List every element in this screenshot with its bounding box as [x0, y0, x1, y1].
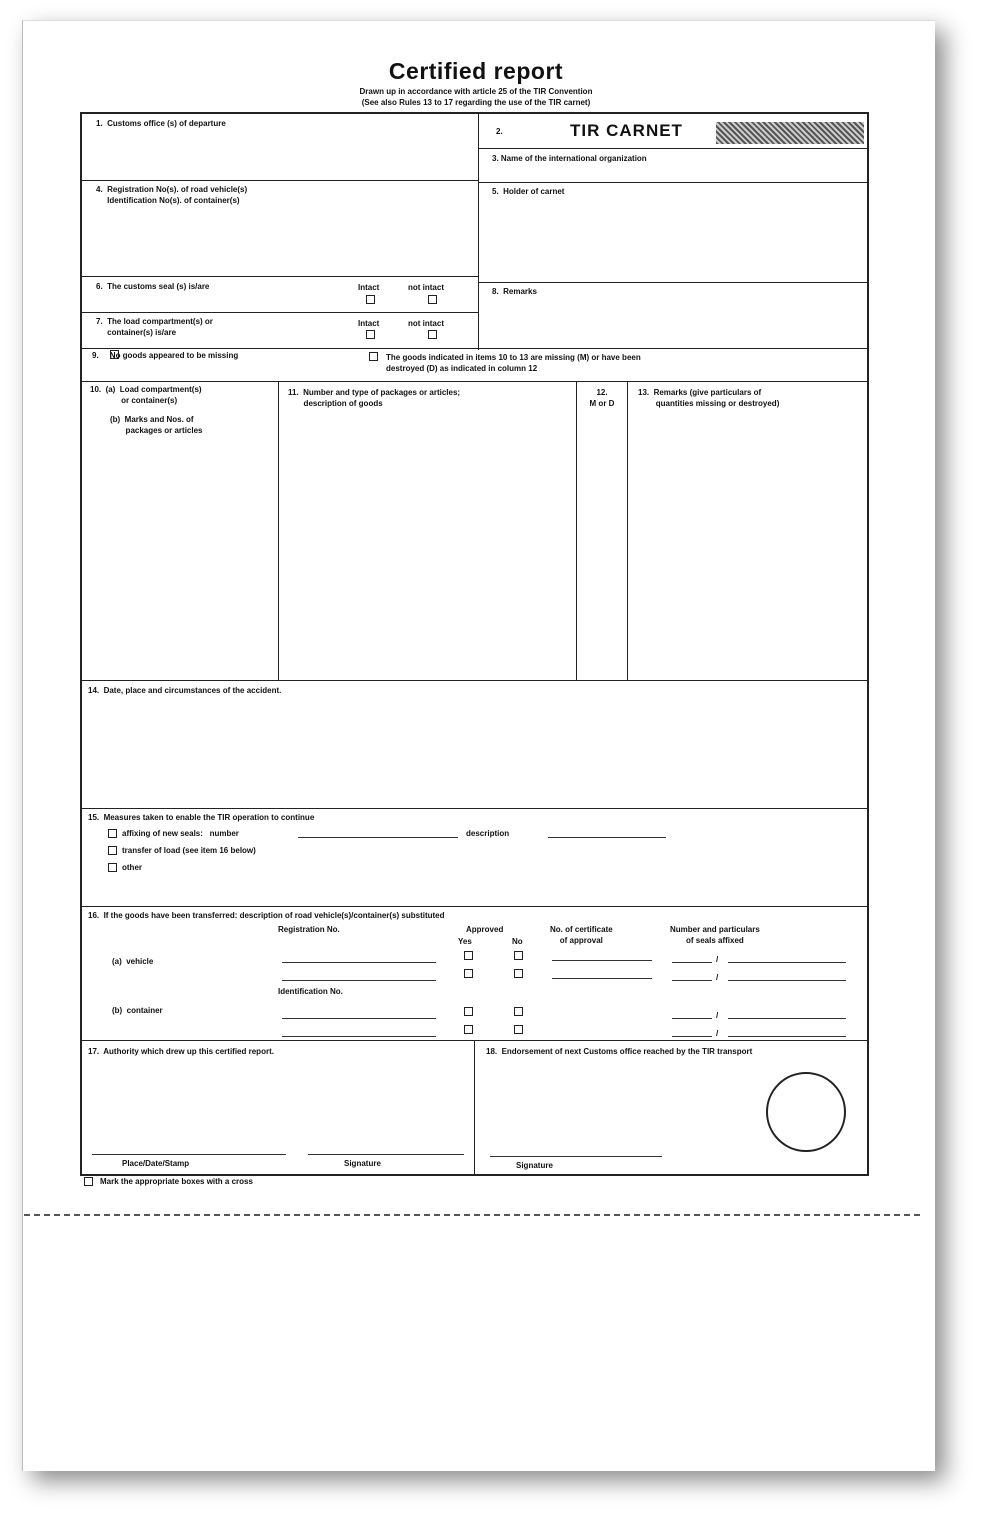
container-seal-count-2[interactable] [672, 1036, 712, 1037]
customs-stamp-circle [766, 1072, 846, 1152]
field-4-input[interactable] [81, 210, 477, 274]
vehicle-seal-particulars-2[interactable] [728, 980, 846, 981]
field-5-input[interactable] [479, 200, 867, 280]
tear-off-line [24, 1214, 920, 1216]
vehicle-seal-particulars-1[interactable] [728, 962, 846, 963]
vehicle-slash-2: / [716, 973, 719, 982]
seal-not-intact-label: not intact [408, 283, 444, 292]
divider-after-15 [81, 906, 868, 907]
place-date-stamp-input[interactable] [92, 1154, 286, 1155]
field-7-label: 7. The load compartment(s) or container(s) is/are [96, 317, 213, 337]
field-13-input[interactable] [629, 412, 867, 678]
affix-seals-checkbox[interactable] [108, 829, 117, 838]
subtitle-rules: (See also Rules 13 to 17 regarding the use of the TIR carnet) [361, 98, 591, 107]
vehicle-approved-yes-1[interactable] [464, 951, 473, 960]
load-intact-checkbox[interactable] [366, 330, 375, 339]
field-18-label: 18. Endorsement of next Customs office reached by the TIR transport [486, 1047, 753, 1056]
vehicle-reg-input-2[interactable] [282, 980, 436, 981]
authority-signature-input[interactable] [308, 1154, 464, 1155]
tir-carnet-heading: TIR CARNET [570, 121, 683, 140]
vehicle-cert-input-1[interactable] [552, 960, 652, 961]
field-14-label: 14. Date, place and circumstances of the accident. [88, 686, 282, 695]
seal-number-input[interactable] [298, 837, 458, 838]
container-seal-count-1[interactable] [672, 1018, 712, 1019]
field-8-input[interactable] [479, 300, 867, 346]
divider-after-14 [81, 808, 868, 809]
approved-no-header: No [512, 937, 523, 946]
field-9-no-missing-label: 9. No goods appeared to be missing [92, 351, 239, 360]
subtitle-convention: Drawn up in accordance with article 25 of the TIR Convention [359, 87, 593, 96]
container-approved-yes-1[interactable] [464, 1007, 473, 1016]
vehicle-row-label: (a) vehicle [112, 957, 154, 966]
container-seal-particulars-2[interactable] [728, 1036, 846, 1037]
container-approved-no-2[interactable] [514, 1025, 523, 1034]
field-15-label: 15. Measures taken to enable the TIR operation to continue [88, 813, 315, 822]
container-row-label: (b) container [112, 1006, 163, 1015]
field-2-label: 2. [496, 127, 503, 136]
field-12-input[interactable] [578, 412, 626, 678]
vehicle-seal-count-1[interactable] [672, 962, 712, 963]
container-slash-2: / [716, 1029, 719, 1038]
other-measure-checkbox[interactable] [108, 863, 117, 872]
container-approved-no-1[interactable] [514, 1007, 523, 1016]
seal-not-intact-checkbox[interactable] [428, 295, 437, 304]
divider-after-7-8 [81, 348, 868, 349]
field-3-label: 3. Name of the international organization [492, 154, 647, 163]
affix-seals-label: affixing of new seals: number [122, 829, 239, 838]
divider-col-12-13 [627, 382, 628, 680]
container-id-input-1[interactable] [282, 1018, 436, 1019]
vehicle-slash-1: / [716, 955, 719, 964]
divider-after-5 [478, 282, 868, 283]
load-intact-label: Intact [358, 319, 380, 328]
field-13-label: 13. Remarks (give particulars of quantities missing or destroyed) [638, 388, 780, 408]
seal-intact-label: Intact [358, 283, 380, 292]
place-date-stamp-label: Place/Date/Stamp [122, 1159, 190, 1168]
container-slash-1: / [716, 1011, 719, 1020]
divider-after-1 [81, 180, 478, 181]
field-9-missing-label: The goods indicated in items 10 to 13 are missing (M) or have been destroyed (D) as indicated in column 12 [386, 353, 641, 373]
divider-col-17-18 [474, 1041, 475, 1175]
field-17-label: 17. Authority which drew up this certified report. [88, 1047, 274, 1056]
divider-col-11-12 [576, 382, 577, 680]
field-1-label: 1. Customs office (s) of departure [96, 119, 226, 128]
endorsement-signature-input[interactable] [490, 1156, 662, 1157]
field-11-label: 11. Number and type of packages or articles; description of goods [288, 388, 461, 408]
vehicle-approved-no-2[interactable] [514, 969, 523, 978]
field-10b-label: (b) Marks and Nos. of packages or articles [110, 415, 203, 435]
vehicle-reg-input-1[interactable] [282, 962, 436, 963]
divider-after-2 [478, 148, 868, 149]
approved-yes-header: Yes [458, 937, 472, 946]
page-title: Certified report [388, 58, 564, 84]
seal-description-input[interactable] [548, 837, 666, 838]
seal-intact-checkbox[interactable] [366, 295, 375, 304]
identification-no-header: Identification No. [278, 987, 343, 996]
load-not-intact-checkbox[interactable] [428, 330, 437, 339]
authority-signature-label: Signature [344, 1159, 381, 1168]
divider-after-13 [81, 680, 868, 681]
vehicle-cert-input-2[interactable] [552, 978, 652, 979]
divider-after-9 [81, 381, 868, 382]
vehicle-seal-count-2[interactable] [672, 980, 712, 981]
no-goods-missing-checkbox[interactable] [110, 350, 119, 359]
field-4-label: 4. Registration No(s). of road vehicle(s) Identification No(s). of container(s) [96, 185, 248, 205]
endorsement-signature-label: Signature [516, 1161, 553, 1170]
certificate-no-header: No. of certificate of approval [550, 925, 613, 945]
seals-affixed-header: Number and particulars of seals affixed [670, 925, 760, 945]
seal-description-label: description [466, 829, 510, 838]
vehicle-approved-yes-2[interactable] [464, 969, 473, 978]
divider-col-10-11 [278, 382, 279, 680]
field-16-label: 16. If the goods have been transferred: description of road vehicle(s)/container(s) substituted [88, 911, 445, 920]
field-6-label: 6. The customs seal (s) is/are [96, 282, 210, 291]
container-approved-yes-2[interactable] [464, 1025, 473, 1034]
approved-header: Approved [466, 925, 504, 934]
registration-no-header: Registration No. [278, 925, 340, 934]
field-8-label: 8. Remarks [492, 287, 537, 296]
field-10a-label: 10. (a) Load compartment(s) or container(s) [90, 385, 202, 405]
divider-after-6 [81, 312, 478, 313]
carnet-number-stamp [716, 122, 864, 144]
field-12-label: 12. M or D [589, 388, 615, 408]
field-11-input[interactable] [280, 412, 575, 678]
field-14-input[interactable] [82, 700, 867, 806]
field-1-input[interactable] [81, 132, 477, 178]
other-measure-label: other [122, 863, 142, 872]
load-not-intact-label: not intact [408, 319, 444, 328]
footnote-text: Mark the appropriate boxes with a cross [100, 1177, 253, 1186]
goods-missing-checkbox[interactable] [369, 352, 378, 361]
divider-after-3 [478, 182, 868, 183]
divider-after-4 [81, 276, 478, 277]
container-id-input-2[interactable] [282, 1036, 436, 1037]
field-5-label: 5. Holder of carnet [492, 187, 565, 196]
field-10-input[interactable] [82, 442, 277, 678]
footnote-box-icon [84, 1177, 93, 1186]
container-seal-particulars-1[interactable] [728, 1018, 846, 1019]
transfer-load-label: transfer of load (see item 16 below) [122, 846, 256, 855]
vehicle-approved-no-1[interactable] [514, 951, 523, 960]
transfer-load-checkbox[interactable] [108, 846, 117, 855]
